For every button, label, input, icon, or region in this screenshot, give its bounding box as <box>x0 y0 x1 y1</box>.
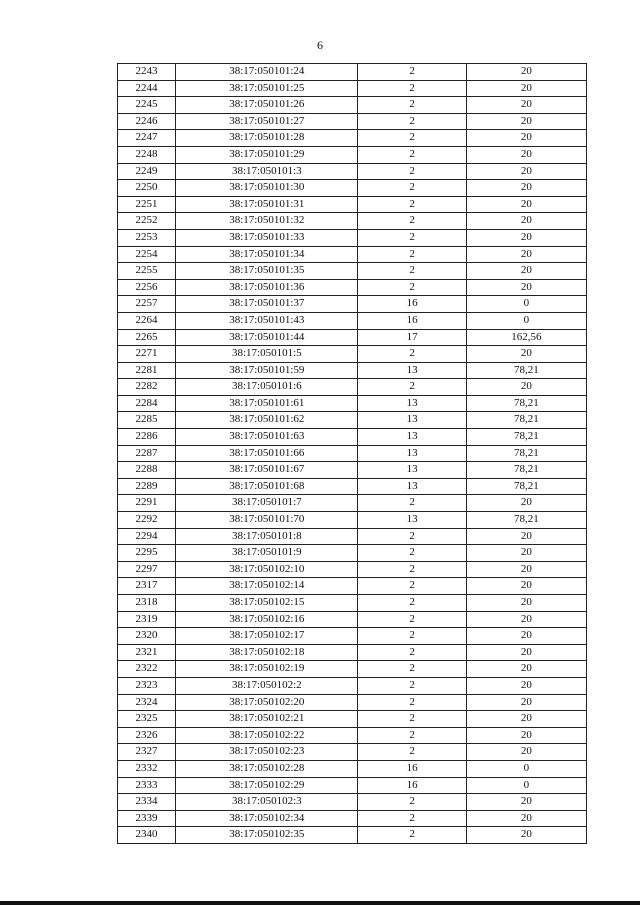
value-b-cell: 20 <box>466 495 586 512</box>
value-a-cell: 2 <box>358 163 466 180</box>
table-row <box>118 296 587 313</box>
value-a-cell: 2 <box>358 229 466 246</box>
scan-bottom-edge <box>0 901 640 905</box>
value-b-cell: 0 <box>466 296 586 313</box>
table-row <box>118 146 587 163</box>
cadastral-number-cell: 38:17:050102:22 <box>176 727 358 744</box>
table-row <box>118 794 587 811</box>
value-b-cell: 20 <box>466 561 586 578</box>
cadastral-number-cell: 38:17:050101:7 <box>176 495 358 512</box>
table-row <box>118 528 587 545</box>
value-a-cell: 2 <box>358 595 466 612</box>
value-b-cell: 20 <box>466 263 586 280</box>
value-a-cell: 13 <box>358 478 466 495</box>
row-number-cell: 2249 <box>118 163 176 180</box>
value-a-cell: 2 <box>358 677 466 694</box>
row-number-cell: 2322 <box>118 661 176 678</box>
cadastral-number-cell: 38:17:050101:34 <box>176 246 358 263</box>
value-a-cell: 13 <box>358 362 466 379</box>
value-b-cell: 20 <box>466 677 586 694</box>
value-b-cell: 78,21 <box>466 395 586 412</box>
value-a-cell: 2 <box>358 727 466 744</box>
table-row <box>118 512 587 529</box>
cadastral-number-cell: 38:17:050101:36 <box>176 279 358 296</box>
value-a-cell: 16 <box>358 296 466 313</box>
value-b-cell: 20 <box>466 595 586 612</box>
table-row <box>118 279 587 296</box>
cadastral-number-cell: 38:17:050102:23 <box>176 744 358 761</box>
value-a-cell: 2 <box>358 196 466 213</box>
row-number-cell: 2243 <box>118 64 176 81</box>
value-a-cell: 2 <box>358 528 466 545</box>
value-a-cell: 2 <box>358 827 466 844</box>
value-b-cell: 20 <box>466 711 586 728</box>
table-row <box>118 163 587 180</box>
value-a-cell: 2 <box>358 279 466 296</box>
value-b-cell: 20 <box>466 628 586 645</box>
value-b-cell: 162,56 <box>466 329 586 346</box>
row-number-cell: 2318 <box>118 595 176 612</box>
value-b-cell: 20 <box>466 146 586 163</box>
value-a-cell: 2 <box>358 213 466 230</box>
cadastral-number-cell: 38:17:050101:31 <box>176 196 358 213</box>
table-row <box>118 412 587 429</box>
value-a-cell: 2 <box>358 130 466 147</box>
cadastral-number-cell: 38:17:050101:35 <box>176 263 358 280</box>
value-b-cell: 0 <box>466 777 586 794</box>
table-row <box>118 810 587 827</box>
row-number-cell: 2340 <box>118 827 176 844</box>
row-number-cell: 2294 <box>118 528 176 545</box>
value-a-cell: 2 <box>358 379 466 396</box>
cadastral-number-cell: 38:17:050101:9 <box>176 545 358 562</box>
table-row <box>118 711 587 728</box>
row-number-cell: 2288 <box>118 462 176 479</box>
table-row <box>118 130 587 147</box>
cadastral-number-cell: 38:17:050102:14 <box>176 578 358 595</box>
cadastral-number-cell: 38:17:050101:63 <box>176 429 358 446</box>
row-number-cell: 2250 <box>118 180 176 197</box>
table-row <box>118 827 587 844</box>
table-row <box>118 777 587 794</box>
table-row <box>118 661 587 678</box>
row-number-cell: 2257 <box>118 296 176 313</box>
value-b-cell: 20 <box>466 611 586 628</box>
cadastral-number-cell: 38:17:050101:61 <box>176 395 358 412</box>
cadastral-number-cell: 38:17:050101:29 <box>176 146 358 163</box>
cadastral-number-cell: 38:17:050102:20 <box>176 694 358 711</box>
cadastral-number-cell: 38:17:050102:3 <box>176 794 358 811</box>
value-b-cell: 20 <box>466 64 586 81</box>
value-b-cell: 20 <box>466 246 586 263</box>
row-number-cell: 2333 <box>118 777 176 794</box>
cadastral-number-cell: 38:17:050101:70 <box>176 512 358 529</box>
table-row <box>118 445 587 462</box>
table-row <box>118 595 587 612</box>
table-row <box>118 561 587 578</box>
table-row <box>118 113 587 130</box>
value-b-cell: 78,21 <box>466 478 586 495</box>
value-a-cell: 2 <box>358 744 466 761</box>
value-b-cell: 20 <box>466 578 586 595</box>
row-number-cell: 2284 <box>118 395 176 412</box>
row-number-cell: 2286 <box>118 429 176 446</box>
data-table <box>117 63 587 844</box>
value-b-cell: 20 <box>466 545 586 562</box>
row-number-cell: 2320 <box>118 628 176 645</box>
table-row <box>118 694 587 711</box>
table-row <box>118 644 587 661</box>
cadastral-number-cell: 38:17:050102:34 <box>176 810 358 827</box>
cadastral-number-cell: 38:17:050102:35 <box>176 827 358 844</box>
row-number-cell: 2256 <box>118 279 176 296</box>
cadastral-number-cell: 38:17:050102:21 <box>176 711 358 728</box>
table-row <box>118 229 587 246</box>
cadastral-number-cell: 38:17:050101:26 <box>176 97 358 114</box>
value-b-cell: 20 <box>466 379 586 396</box>
cadastral-number-cell: 38:17:050101:33 <box>176 229 358 246</box>
row-number-cell: 2324 <box>118 694 176 711</box>
cadastral-number-cell: 38:17:050101:66 <box>176 445 358 462</box>
cadastral-number-cell: 38:17:050101:37 <box>176 296 358 313</box>
value-a-cell: 2 <box>358 545 466 562</box>
value-a-cell: 2 <box>358 810 466 827</box>
value-a-cell: 2 <box>358 694 466 711</box>
page-number: 6 <box>317 38 323 52</box>
table-row <box>118 64 587 81</box>
value-a-cell: 2 <box>358 794 466 811</box>
table-row <box>118 379 587 396</box>
value-a-cell: 2 <box>358 578 466 595</box>
value-a-cell: 13 <box>358 445 466 462</box>
cadastral-number-cell: 38:17:050102:19 <box>176 661 358 678</box>
cadastral-number-cell: 38:17:050101:30 <box>176 180 358 197</box>
value-b-cell: 20 <box>466 180 586 197</box>
value-a-cell: 2 <box>358 561 466 578</box>
cadastral-number-cell: 38:17:050102:29 <box>176 777 358 794</box>
table-row <box>118 246 587 263</box>
value-b-cell: 20 <box>466 113 586 130</box>
value-a-cell: 17 <box>358 329 466 346</box>
cadastral-number-cell: 38:17:050101:6 <box>176 379 358 396</box>
cadastral-number-cell: 38:17:050101:44 <box>176 329 358 346</box>
value-a-cell: 2 <box>358 80 466 97</box>
value-a-cell: 2 <box>358 246 466 263</box>
row-number-cell: 2244 <box>118 80 176 97</box>
value-a-cell: 2 <box>358 495 466 512</box>
row-number-cell: 2327 <box>118 744 176 761</box>
row-number-cell: 2248 <box>118 146 176 163</box>
cadastral-number-cell: 38:17:050101:68 <box>176 478 358 495</box>
value-a-cell: 2 <box>358 263 466 280</box>
table-row <box>118 395 587 412</box>
cadastral-number-cell: 38:17:050102:10 <box>176 561 358 578</box>
table-row <box>118 727 587 744</box>
row-number-cell: 2265 <box>118 329 176 346</box>
row-number-cell: 2295 <box>118 545 176 562</box>
value-b-cell: 78,21 <box>466 412 586 429</box>
cadastral-number-cell: 38:17:050102:2 <box>176 677 358 694</box>
row-number-cell: 2326 <box>118 727 176 744</box>
value-a-cell: 13 <box>358 512 466 529</box>
cadastral-number-cell: 38:17:050101:43 <box>176 312 358 329</box>
row-number-cell: 2252 <box>118 213 176 230</box>
value-b-cell: 20 <box>466 196 586 213</box>
table-row <box>118 744 587 761</box>
row-number-cell: 2334 <box>118 794 176 811</box>
cadastral-number-cell: 38:17:050101:67 <box>176 462 358 479</box>
row-number-cell: 2291 <box>118 495 176 512</box>
value-a-cell: 13 <box>358 395 466 412</box>
value-b-cell: 20 <box>466 130 586 147</box>
value-b-cell: 20 <box>466 727 586 744</box>
row-number-cell: 2297 <box>118 561 176 578</box>
value-a-cell: 2 <box>358 661 466 678</box>
row-number-cell: 2285 <box>118 412 176 429</box>
row-number-cell: 2321 <box>118 644 176 661</box>
table-row <box>118 213 587 230</box>
row-number-cell: 2287 <box>118 445 176 462</box>
value-b-cell: 20 <box>466 346 586 363</box>
table-row <box>118 80 587 97</box>
row-number-cell: 2332 <box>118 760 176 777</box>
value-a-cell: 2 <box>358 64 466 81</box>
value-a-cell: 16 <box>358 312 466 329</box>
row-number-cell: 2282 <box>118 379 176 396</box>
cadastral-number-cell: 38:17:050101:27 <box>176 113 358 130</box>
table-row <box>118 478 587 495</box>
value-a-cell: 13 <box>358 462 466 479</box>
value-b-cell: 20 <box>466 80 586 97</box>
table-row <box>118 495 587 512</box>
value-b-cell: 78,21 <box>466 512 586 529</box>
table-row <box>118 329 587 346</box>
table-row <box>118 362 587 379</box>
cadastral-number-cell: 38:17:050101:32 <box>176 213 358 230</box>
value-b-cell: 20 <box>466 810 586 827</box>
value-b-cell: 20 <box>466 694 586 711</box>
value-b-cell: 78,21 <box>466 362 586 379</box>
table-row <box>118 578 587 595</box>
cadastral-number-cell: 38:17:050101:5 <box>176 346 358 363</box>
row-number-cell: 2317 <box>118 578 176 595</box>
table-row <box>118 677 587 694</box>
cadastral-number-cell: 38:17:050101:28 <box>176 130 358 147</box>
row-number-cell: 2319 <box>118 611 176 628</box>
value-b-cell: 20 <box>466 213 586 230</box>
value-b-cell: 0 <box>466 760 586 777</box>
value-b-cell: 20 <box>466 661 586 678</box>
value-a-cell: 2 <box>358 644 466 661</box>
cadastral-number-cell: 38:17:050101:25 <box>176 80 358 97</box>
row-number-cell: 2325 <box>118 711 176 728</box>
value-a-cell: 2 <box>358 180 466 197</box>
value-a-cell: 16 <box>358 760 466 777</box>
table-body <box>118 64 587 844</box>
table-row <box>118 628 587 645</box>
value-b-cell: 78,21 <box>466 445 586 462</box>
value-a-cell: 2 <box>358 611 466 628</box>
cadastral-number-cell: 38:17:050102:17 <box>176 628 358 645</box>
row-number-cell: 2339 <box>118 810 176 827</box>
table-row <box>118 180 587 197</box>
value-a-cell: 2 <box>358 113 466 130</box>
row-number-cell: 2251 <box>118 196 176 213</box>
row-number-cell: 2271 <box>118 346 176 363</box>
row-number-cell: 2323 <box>118 677 176 694</box>
cadastral-number-cell: 38:17:050101:24 <box>176 64 358 81</box>
value-a-cell: 2 <box>358 628 466 645</box>
value-b-cell: 20 <box>466 827 586 844</box>
cadastral-number-cell: 38:17:050101:8 <box>176 528 358 545</box>
value-b-cell: 78,21 <box>466 429 586 446</box>
value-a-cell: 2 <box>358 711 466 728</box>
table-row <box>118 263 587 280</box>
value-b-cell: 0 <box>466 312 586 329</box>
table-row <box>118 97 587 114</box>
value-b-cell: 20 <box>466 794 586 811</box>
table-row <box>118 196 587 213</box>
cadastral-number-cell: 38:17:050102:18 <box>176 644 358 661</box>
value-b-cell: 20 <box>466 279 586 296</box>
value-b-cell: 20 <box>466 229 586 246</box>
cadastral-number-cell: 38:17:050101:62 <box>176 412 358 429</box>
value-b-cell: 20 <box>466 528 586 545</box>
row-number-cell: 2247 <box>118 130 176 147</box>
table-row <box>118 760 587 777</box>
table-row <box>118 346 587 363</box>
value-b-cell: 20 <box>466 163 586 180</box>
cadastral-number-cell: 38:17:050102:15 <box>176 595 358 612</box>
value-a-cell: 13 <box>358 429 466 446</box>
value-a-cell: 2 <box>358 146 466 163</box>
value-a-cell: 2 <box>358 346 466 363</box>
value-b-cell: 20 <box>466 644 586 661</box>
value-b-cell: 20 <box>466 744 586 761</box>
value-b-cell: 20 <box>466 97 586 114</box>
table-row <box>118 312 587 329</box>
table-row <box>118 462 587 479</box>
row-number-cell: 2281 <box>118 362 176 379</box>
row-number-cell: 2245 <box>118 97 176 114</box>
table-row <box>118 429 587 446</box>
table-row <box>118 545 587 562</box>
cadastral-number-cell: 38:17:050102:16 <box>176 611 358 628</box>
value-a-cell: 2 <box>358 97 466 114</box>
row-number-cell: 2253 <box>118 229 176 246</box>
row-number-cell: 2292 <box>118 512 176 529</box>
table-row <box>118 611 587 628</box>
value-b-cell: 78,21 <box>466 462 586 479</box>
cadastral-number-cell: 38:17:050101:3 <box>176 163 358 180</box>
row-number-cell: 2254 <box>118 246 176 263</box>
cadastral-number-cell: 38:17:050102:28 <box>176 760 358 777</box>
row-number-cell: 2289 <box>118 478 176 495</box>
row-number-cell: 2264 <box>118 312 176 329</box>
value-a-cell: 13 <box>358 412 466 429</box>
cadastral-number-cell: 38:17:050101:59 <box>176 362 358 379</box>
row-number-cell: 2255 <box>118 263 176 280</box>
row-number-cell: 2246 <box>118 113 176 130</box>
value-a-cell: 16 <box>358 777 466 794</box>
